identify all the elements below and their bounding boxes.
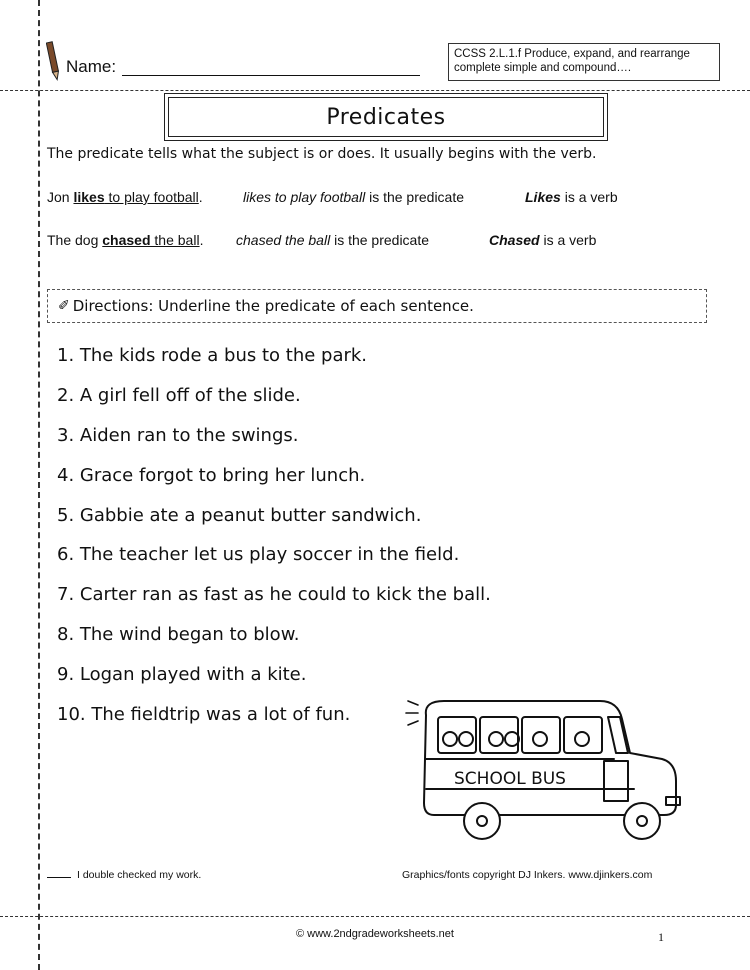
example-sentence-1 (47, 189, 203, 205)
example-sentence-2 (47, 232, 203, 248)
example-verb: likes (73, 189, 105, 205)
page-title: Predicates (168, 97, 604, 137)
example-explanation-1 (243, 189, 464, 205)
example-explain-phrase: likes to play football (243, 189, 366, 205)
example-verb-word: Chased (489, 232, 540, 248)
sentence-item[interactable]: 4. Grace forgot to bring her lunch. (57, 465, 366, 486)
pencil-icon (46, 40, 60, 82)
directions-box (47, 289, 707, 323)
directions-text: Directions: Underline the predicate of each sentence. (72, 297, 474, 315)
example-verb-note-1 (525, 189, 618, 205)
example-subject: The dog (47, 232, 103, 248)
site-footer: © www.2ndgradeworksheets.net (296, 928, 454, 940)
example-explain-rest: is the predicate (365, 189, 465, 205)
sentence-item[interactable]: 3. Aiden ran to the swings. (57, 425, 299, 446)
check-text: I double checked my work. (77, 869, 202, 881)
example-explain-phrase: chased the ball (236, 232, 331, 248)
margin-guide-line (38, 0, 40, 970)
sentence-item[interactable]: 10. The fieldtrip was a lot of fun. (57, 704, 351, 725)
sentence-item[interactable]: 5. Gabbie ate a peanut butter sandwich. (57, 505, 422, 526)
check-blank[interactable] (47, 877, 71, 878)
sentence-item[interactable]: 7. Carter ran as fast as he could to kick the ball. (57, 584, 491, 605)
example-predicate-rest: the ball (150, 232, 200, 248)
sentence-item[interactable]: 2. A girl fell off of the slide. (57, 385, 301, 406)
copyright-text: Graphics/fonts copyright DJ Inkers. www.djinkers.com (402, 869, 653, 881)
standard-box (448, 43, 720, 81)
bus-label: SCHOOL BUS (454, 769, 566, 789)
example-verb-note-2 (489, 232, 596, 248)
bottom-dashed-line (0, 916, 750, 917)
example-subject: Jon (47, 189, 74, 205)
example-verb-rest: is a verb (560, 189, 618, 205)
example-explanation-2 (236, 232, 429, 248)
name-label: Name: (66, 57, 117, 76)
school-bus-illustration (404, 693, 688, 843)
example-verb: chased (102, 232, 151, 248)
title-box (164, 93, 608, 141)
pencil-mark-icon: ✐ (58, 298, 70, 314)
sentence-item[interactable]: 6. The teacher let us play soccer in the field. (57, 544, 460, 565)
sentence-item[interactable]: 8. The wind began to blow. (57, 624, 300, 645)
example-explain-rest: is the predicate (330, 232, 430, 248)
example-period: . (199, 232, 204, 248)
intro-text: The predicate tells what the subject is or does. It usually begins with the verb. (47, 146, 597, 162)
sentence-item[interactable]: 1. The kids rode a bus to the park. (57, 345, 368, 366)
check-work-line (47, 869, 201, 881)
page-number: 1 (658, 930, 664, 944)
top-dashed-line (0, 90, 750, 91)
example-predicate-rest: to play football (104, 189, 199, 205)
standard-text-line2: complete simple and compound…. (454, 62, 632, 74)
standard-text-line1: CCSS 2.L.1.f Produce, expand, and rearrange (454, 48, 690, 60)
sentence-item[interactable]: 9. Logan played with a kite. (57, 664, 307, 685)
example-period: . (198, 189, 203, 205)
example-verb-rest: is a verb (539, 232, 597, 248)
example-verb-word: Likes (525, 189, 561, 205)
name-input-line[interactable] (122, 75, 420, 76)
